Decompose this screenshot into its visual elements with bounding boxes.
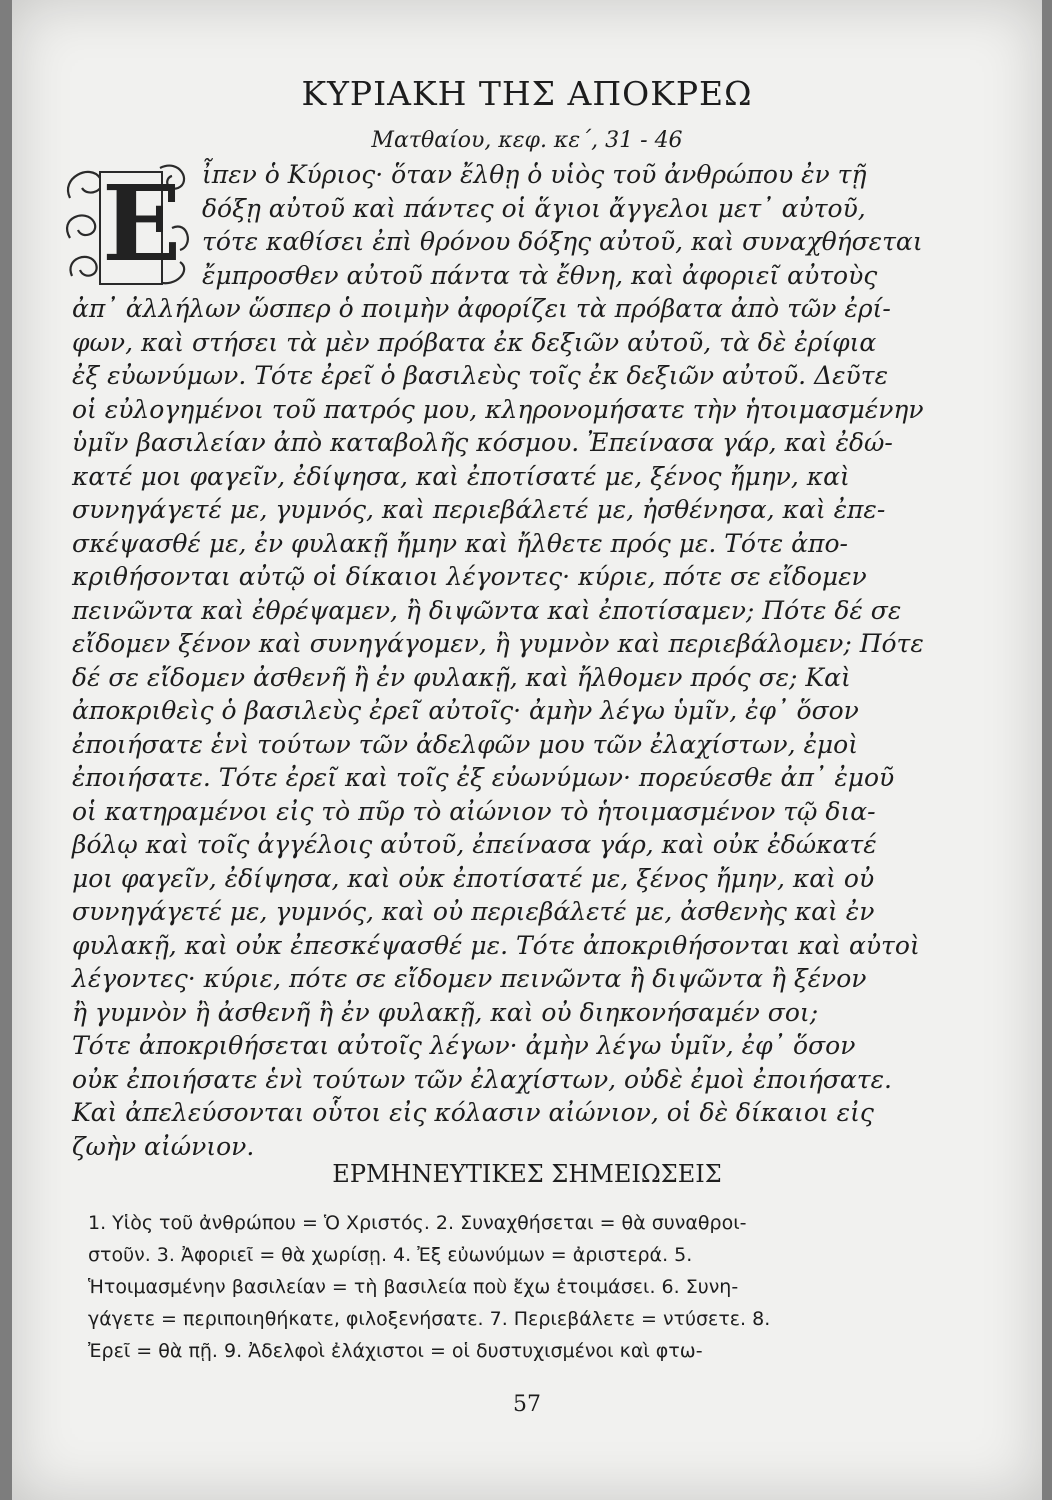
text-line: ἢ γυμνὸν ἢ ἀσθενῆ ἢ ἐν φυλακῇ, καὶ οὐ διηκονήσαμέν σοι; [72, 997, 819, 1027]
text-line: συνηγάγετέ με, γυμνός, καὶ περιεβάλετέ με, ἠσθένησα, καὶ ἐπε- [72, 495, 886, 524]
text-line: οἱ εὐλογημένοι τοῦ πατρός μου, κληρονομήσατε τὴν ἡτοιμασμένην [72, 394, 924, 424]
text-line: ἐξ εὐωνύμων. Τότε ἐρεῖ ὁ βασιλεὺς τοῖς ἐκ δεξιῶν αὐτοῦ. Δεῦτε [72, 361, 888, 390]
note-line: Ἡτοιμασμένην βασιλείαν = τὴ βασιλεία ποὺ ἔχω ἑτοιμάσει. 6. Συνη- [88, 1276, 739, 1298]
dropcap-ornament [60, 158, 196, 294]
text-line: Τότε ἀποκριθήσεται αὐτοῖς λέγων· ἀμὴν λέγω ὑμῖν, ἐφ᾽ ὅσον [72, 1031, 856, 1060]
text-line: λέγοντες· κύριε, πότε σε εἴδομεν πεινῶντα ἢ διψῶντα ἢ ξένον [72, 964, 867, 993]
notes-heading: ΕΡΜΗΝΕΥΤΙΚΕΣ ΣΗΜΕΙΩΣΕΙΣ [332, 1160, 722, 1188]
text-line: κατέ μοι φαγεῖν, ἐδίψησα, καὶ ἐποτίσατέ με, ξένος ἤμην, καὶ [72, 461, 850, 491]
text-line: ἐποιήσατε. Τότε ἐρεῖ καὶ τοῖς ἐξ εὐωνύμων· πορεύεσθε ἀπ᾽ ἐμοῦ [72, 763, 895, 792]
text-line: ἐποιήσατε ἑνὶ τούτων τῶν ἀδελφῶν μου τῶν ἐλαχίστων, ἐμοὶ [72, 729, 858, 759]
text-line: ἀποκριθεὶς ὁ βασιλεὺς ἐρεῖ αὐτοῖς· ἀμὴν λέγω ὑμῖν, ἐφ᾽ ὅσον [72, 696, 859, 725]
text-line: μοι φαγεῖν, ἐδίψησα, καὶ οὐκ ἐποτίσατέ με, ξένος ἤμην, καὶ οὐ [72, 863, 875, 893]
text-line: τότε καθίσει ἐπὶ θρόνου δόξης αὐτοῦ, καὶ συναχθήσεται [202, 227, 923, 256]
text-line: οὐκ ἐποιήσατε ἑνὶ τούτων τῶν ἐλαχίστων, οὐδὲ ἐμοὶ ἐποιήσατε. [72, 1064, 892, 1094]
note-line: 1. Υἱὸς τοῦ ἀνθρώπου = Ὁ Χριστός. 2. Συναχθήσεται = θὰ συναθροι- [88, 1212, 747, 1234]
text-line: εἴδομεν ξένον καὶ συνηγάγομεν, ἢ γυμνὸν καὶ περιεβάλομεν; Πότε [72, 629, 924, 658]
text-line: δέ σε εἴδομεν ἀσθενῆ ἢ ἐν φυλακῇ, καὶ ἤλθομεν πρός σε; Καὶ [72, 662, 851, 692]
text-line: φων, καὶ στήσει τὰ μὲν πρόβατα ἐκ δεξιῶν αὐτοῦ, τὰ δὲ ἐρίφια [72, 327, 877, 357]
text-line: φυλακῇ, καὶ οὐκ ἐπεσκέψασθέ με. Τότε ἀποκριθήσονται καὶ αὐτοὶ [72, 930, 920, 960]
text-line: Καὶ ἀπελεύσονται οὗτοι εἰς κόλασιν αἰώνιον, οἱ δὲ δίκαιοι εἰς [72, 1098, 874, 1127]
text-line: δόξῃ αὐτοῦ καὶ πάντες οἱ ἅγιοι ἄγγελοι μετ᾽ αὐτοῦ, [202, 193, 866, 223]
page-title: ΚΥΡΙΑΚΗ ΤΗΣ ΑΠΟΚΡΕΩ [301, 74, 753, 113]
text-line: κριθήσονται αὐτῷ οἱ δίκαιοι λέγοντες· κύριε, πότε σε εἴδομεν [72, 562, 867, 591]
text-line: ὑμῖν βασιλείαν ἀπὸ καταβολῆς κόσμου. Ἐπείνασα γάρ, καὶ ἐδώ- [72, 428, 893, 457]
note-line: γάγετε = περιποιηθήκατε, φιλοξενήσατε. 7. Περιεβάλετε = ντύσετε. 8. [88, 1308, 771, 1330]
text-line: ἔμπροσθεν αὐτοῦ πάντα τὰ ἔθνη, καὶ ἀφοριεῖ αὐτοὺς [202, 260, 878, 290]
note-line: στοῦν. 3. Ἀφοριεῖ = θὰ χωρίσῃ. 4. Ἐξ εὐωνύμων = ἀριστερά. 5. [88, 1244, 693, 1266]
text-line: συνηγάγετέ με, γυμνός, καὶ οὐ περιεβάλετέ με, ἀσθενὴς καὶ ἐν [72, 897, 875, 926]
book-page [12, 0, 1042, 1500]
text-line: ἶπεν ὁ Κύριος· ὅταν ἔλθῃ ὁ υἱὸς τοῦ ἀνθρώπου ἐν τῇ [202, 160, 867, 189]
text-line: σκέψασθέ με, ἐν φυλακῇ ἤμην καὶ ἤλθετε πρός με. Τότε ἀπο- [72, 528, 848, 558]
dropcap-letter: Ε [102, 162, 182, 285]
page-number: 57 [513, 1392, 541, 1417]
text-line: ἀπ᾽ ἀλλήλων ὥσπερ ὁ ποιμὴν ἀφορίζει τὰ πρόβατα ἀπὸ τῶν ἐρί- [72, 294, 891, 323]
text-line: βόλῳ καὶ τοῖς ἀγγέλοις αὐτοῦ, ἐπείνασα γάρ, καὶ οὐκ ἐδώκατέ [72, 830, 877, 859]
text-line: ζωὴν αἰώνιον. [72, 1131, 255, 1161]
text-line: οἱ κατηραμένοι εἰς τὸ πῦρ τὸ αἰώνιον τὸ ἡτοιμασμένον τῷ δια- [72, 796, 876, 826]
text-line: πεινῶντα καὶ ἐθρέψαμεν, ἢ διψῶντα καὶ ἐποτίσαμεν; Πότε δέ σε [72, 595, 902, 625]
note-line: Ἐρεῖ = θὰ πῇ. 9. Ἀδελφοὶ ἐλάχιστοι = οἱ δυστυχισμένοι καὶ φτω- [88, 1340, 703, 1362]
scripture-reference: Ματθαίου, κεφ. κε΄, 31 - 46 [371, 128, 683, 153]
